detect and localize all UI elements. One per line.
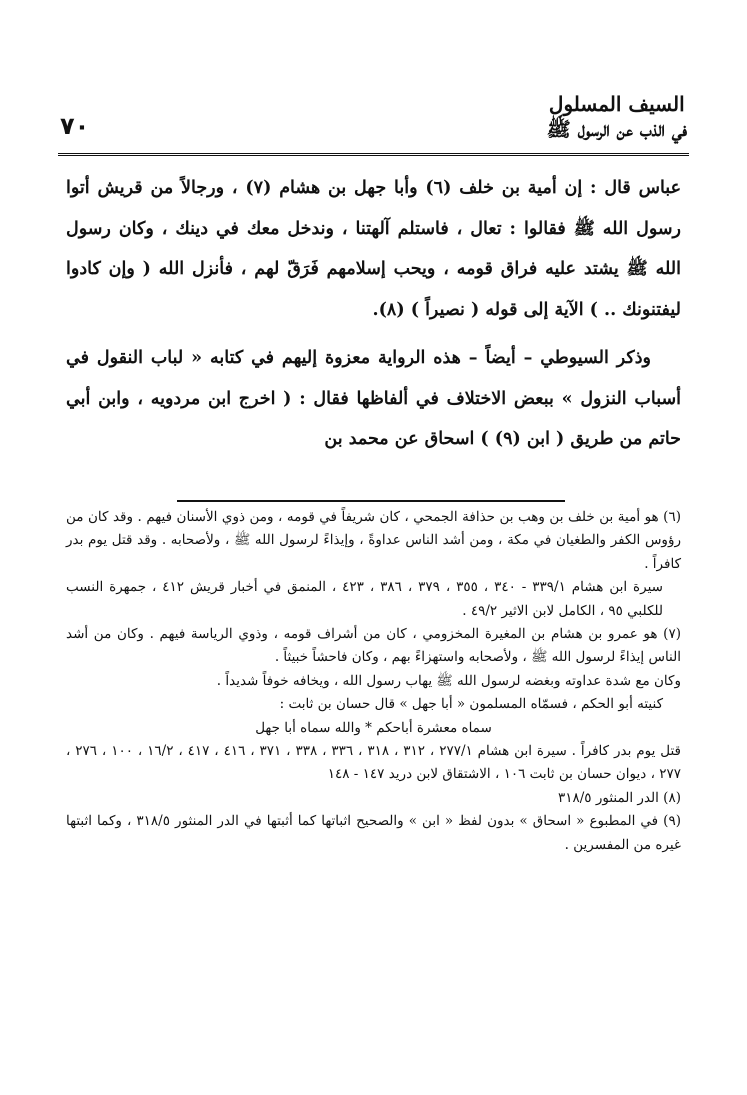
book-subtitle: في الذب عن الرسول ﷺ: [546, 117, 687, 141]
footnote-7-sources: قتل يوم بدر كافراً . سيرة ابن هشام ٢٧٧/١ ، ٣١٢ ، ٣١٨ ، ٣٣٦ ، ٣٣٨ ، ٣٧١ ، ٤١٦ ، ٤١٧ ، ١٦/٢ ، ١٠٠ ، ٢٧٦ ، ٢٧٧ ، ديوان حسان بن ثابت ١٠٦ ، الاشتقاق لابن دريد ١٤٧ - ١٤٨: [66, 743, 681, 783]
footnote-9: (٩) في المطبوع « اسحاق » بدون لفظ « ابن » والصحيح اثباتها كما أثبتها في الدر المنثور ٣١٨/٥ ، وكما اثبتها غيره من المفسرين .: [66, 813, 681, 853]
book-title: السيف المسلول: [548, 92, 685, 116]
footnote-7-verse: سماه معشرة أباحكم * والله سماه أبا جهل: [255, 719, 492, 736]
page-number: ٧٠: [60, 112, 90, 140]
main-paragraph: عباس قال : إن أمية بن خلف (٦) وأبا جهل بن هشام (٧) ، ورجالاً من قريش أتوا رسول الله ﷺ فقالوا : تعال ، فاستلم آلهتنا ، وندخل معك في دينك ، وكان رسول الله ﷺ يشتد عليه فراق قومه ، ويحب إسلامهم فَرَقّ لهم ، فأنزل الله ( وإن كادوا ليفتنونك .. ) الآية إلى قوله ( نصيراً ) (٨).: [66, 178, 682, 320]
footnote-8: (٨) الدر المنثور ٣١٨/٥: [557, 789, 681, 806]
footnote-6-sources: سيرة ابن هشام ٣٣٩/١ - ٣٤٠ ، ٣٥٥ ، ٣٧٩ ، ٣٨٦ ، ٤٢٣ ، المنمق في أخبار قريش ٤١٢ ، جمهرة النسب للكلبي ٩٥ ، الكامل لابن الاثير ٤٩/٢ .: [66, 579, 663, 619]
running-title: [547, 92, 687, 142]
header-divider: [58, 153, 689, 156]
footnote-7-continued: وكان مع شدة عداوته وبغضه لرسول الله ﷺ يهاب رسول الله ، ويخافه خوفاً شديداً .: [216, 672, 681, 689]
footnote-divider: [177, 500, 565, 502]
main-text: [66, 168, 681, 460]
footnotes: [66, 506, 681, 857]
footnote-7-kunya: كنيته أبو الحكم ، فسمّاه المسلمون « أبا جهل » قال حسان بن ثابت :: [279, 696, 663, 713]
main-paragraph: وذكر السيوطي – أيضاً – هذه الرواية معزوة إليهم في كتابه « لباب النقول في أسباب النزول » ببعض الاختلاف في ألفاظها فقال : ( اخرج ابن مردويه ، وابن أبي حاتم من طريق ( ابن (٩) ) اسحاق عن محمد بن: [66, 348, 681, 449]
page-header: [60, 92, 687, 152]
footnote-7: (٧) هو عمرو بن هشام بن المغيرة المخزومي ، كان من أشراف قومه ، وذوي الرياسة فيهم . وكان من أشد الناس إيذاءً لرسول الله ﷺ ، ولأصحابه واستهزاءً بهم ، وكان فاحشاً خبيثاً .: [66, 626, 681, 666]
footnote-6: (٦) هو أمية بن خلف بن وهب بن حذافة الجمحي ، كان شريفاً في قومه ، ومن ذوي الأسنان فيهم . وقد كان من رؤوس الكفر والطغيان في مكة ، ومن أشد الناس عداوةً ، وإيذاءً لرسول الله ﷺ ، ولأصحابه . وقد قتل يوم بدر كافراً .: [66, 509, 681, 572]
